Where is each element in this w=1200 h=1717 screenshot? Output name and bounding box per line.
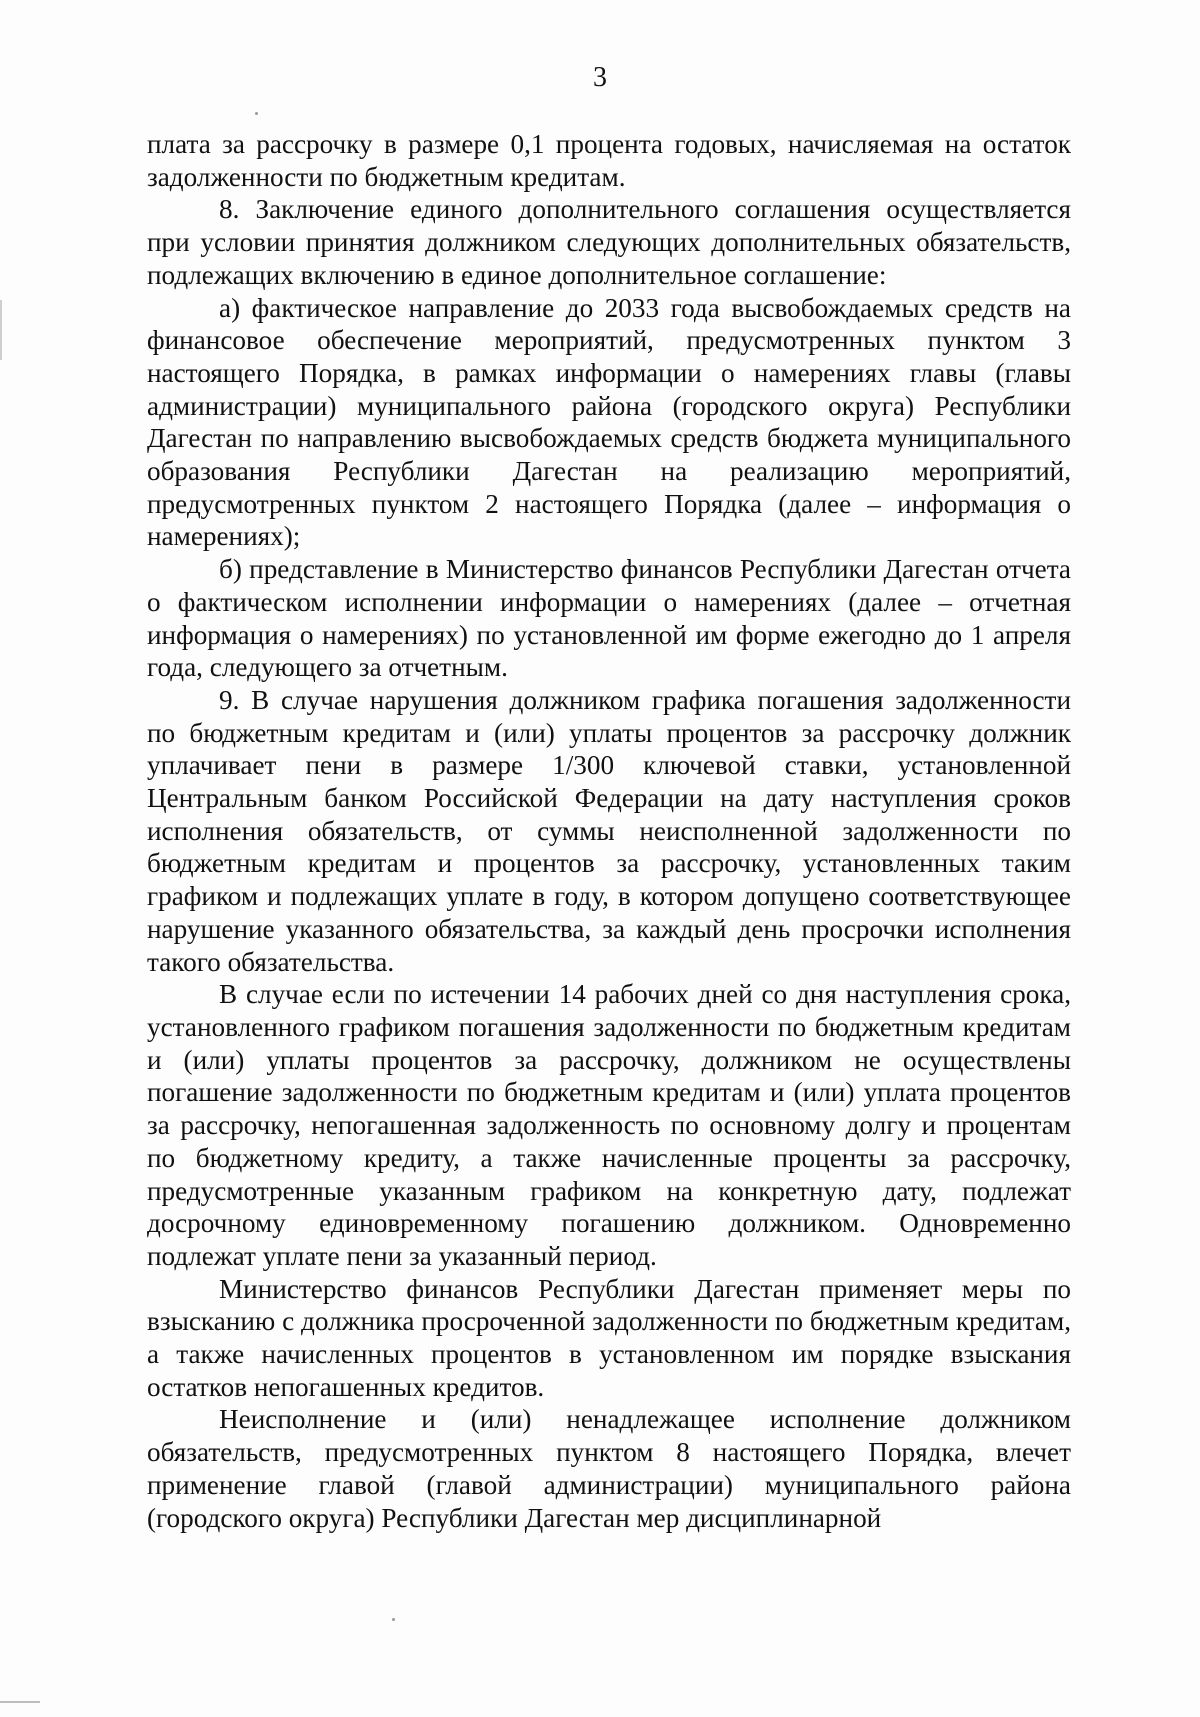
paragraph-item-8: 8. Заключение единого дополнительного соглашения осуществляется при условии принятия должником следующих дополнительных обязательств, подлежащих включению в единое дополнительное соглашение: [147, 194, 1071, 290]
paragraph-subitem-b: б) представление в Министерство финансов Республики Дагестан отчета о фактическом исполнении информации о намерениях (далее – отчетная информация о намерениях) по установленной им форме ежегодно до 1 апреля года, следующего за отчетным. [147, 554, 1071, 683]
scan-edge-mark [0, 300, 2, 360]
paragraph-continuation: плата за рассрочку в размере 0,1 процента годовых, начисляемая на остаток задолженности по бюджетным кредитам. [147, 129, 1071, 192]
page-number: 3 [593, 62, 607, 93]
document-body [147, 128, 1071, 1534]
paragraph-early-repayment: В случае если по истечении 14 рабочих дней со дня наступления срока, установленного графиком погашения задолженности по бюджетным кредитам и (или) уплаты процентов за рассрочку, должником не осуществлены погашение задолженности по бюджетным кредитам и (или) уплата процентов за рассрочку, непогашенная задолженность по основному долгу и процентам по бюджетному кредиту, а также начисленные проценты за рассрочку, предусмотренные указанным графиком на конкретную дату, подлежат досрочному единовременному погашению должником. Одновременно подлежат уплате пени за указанный период. [147, 979, 1071, 1271]
paragraph-subitem-a: а) фактическое направление до 2033 года высвобождаемых средств на финансовое обеспечение мероприятий, предусмотренных пунктом 3 настоящего Порядка, в рамках информации о намерениях главы (главы администрации) муниципального района (городского округа) Республики Дагестан по направлению высвобождаемых средств бюджета муниципального образования Республики Дагестан на реализацию мероприятий, предусмотренных пунктом 2 настоящего Порядка (далее – информация о намерениях); [147, 292, 1071, 552]
paragraph-non-performance: Неисполнение и (или) ненадлежащее исполнение должником обязательств, предусмотренных пунктом 8 настоящего Порядка, влечет применение главой (главой администрации) муниципального района (городского округа) Республики Дагестан мер дисциплинарной [147, 1404, 1071, 1533]
paragraph-ministry-measures: Министерство финансов Республики Дагестан применяет меры по взысканию с должника просроченной задолженности по бюджетным кредитам, а также начисленных процентов в установленном им порядке взыскания остатков непогашенных кредитов. [147, 1273, 1071, 1402]
scan-speck [255, 112, 258, 115]
scan-speck [392, 1618, 395, 1621]
scan-edge-mark [0, 1701, 40, 1703]
paragraph-item-9: 9. В случае нарушения должником графика погашения задолженности по бюджетным кредитам и (или) уплаты процентов за рассрочку должник уплачивает пени в размере 1/300 ключевой ставки, установленной Центральным банком Российской Федерации на дату наступления сроков исполнения обязательств, от суммы неисполненной задолженности по бюджетным кредитам и процентов за рассрочку, установленных таким графиком и подлежащих уплате в году, в котором допущено соответствующее нарушение указанного обязательства, за каждый день просрочки исполнения такого обязательства. [147, 684, 1071, 977]
